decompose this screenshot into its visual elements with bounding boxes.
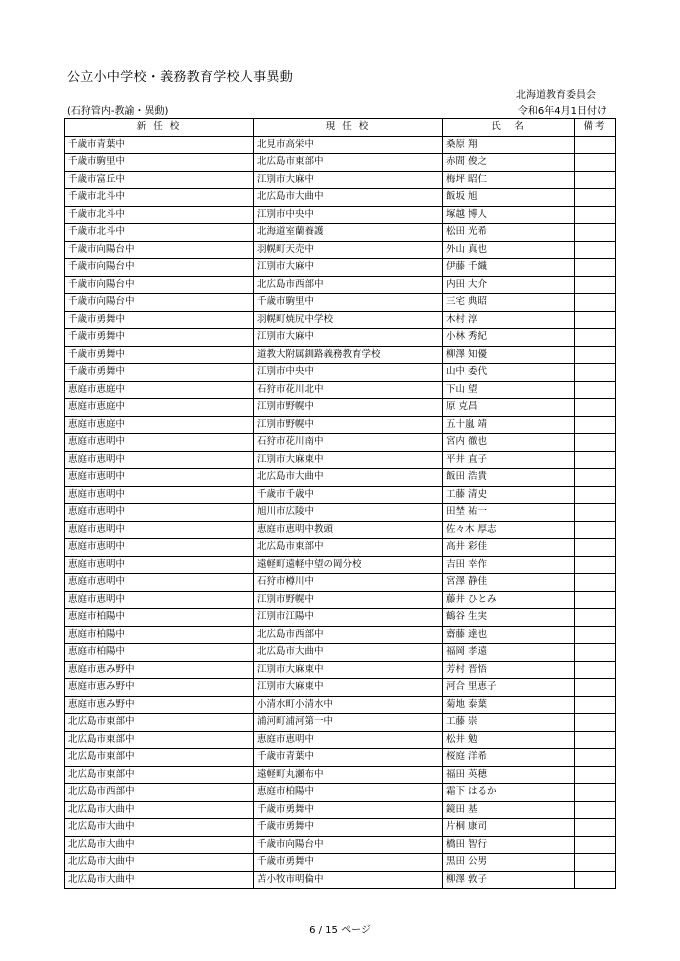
remarks-cell <box>575 539 616 557</box>
current-school-cell: 羽幌町天売中 <box>254 241 443 259</box>
remarks-cell <box>575 819 616 837</box>
table-row <box>65 749 616 767</box>
new-school-cell: 千歳市北斗中 <box>65 189 254 207</box>
current-school-cell: 江別市大麻中 <box>254 259 443 277</box>
table-row <box>65 521 616 539</box>
current-school-cell: 恵庭市恵明中教頭 <box>254 521 443 539</box>
remarks-cell <box>575 801 616 819</box>
name-cell: 佐々木 厚志 <box>443 521 575 539</box>
name-cell: 工藤 清史 <box>443 486 575 504</box>
new-school-cell: 北広島市東部中 <box>65 731 254 749</box>
name-cell: 三宅 典昭 <box>443 294 575 312</box>
page-number: 6 / 15 ページ <box>309 925 371 936</box>
remarks-cell <box>575 836 616 854</box>
table-row <box>65 154 616 172</box>
personnel-table <box>64 118 616 889</box>
name-cell: 飯田 浩貴 <box>443 469 575 487</box>
table-row <box>65 486 616 504</box>
remarks-cell <box>575 696 616 714</box>
name-cell: 宮内 徹也 <box>443 434 575 452</box>
remarks-cell <box>575 714 616 732</box>
current-school-cell: 北海道室蘭養護 <box>254 224 443 242</box>
new-school-cell: 千歳市北斗中 <box>65 224 254 242</box>
new-school-cell: 千歳市向陽台中 <box>65 276 254 294</box>
current-school-cell: 江別市大麻中 <box>254 329 443 347</box>
current-school-cell: 北広島市西部中 <box>254 626 443 644</box>
name-cell: 飯坂 旭 <box>443 189 575 207</box>
table-row <box>65 696 616 714</box>
remarks-cell <box>575 399 616 417</box>
remarks-cell <box>575 154 616 172</box>
remarks-cell <box>575 329 616 347</box>
new-school-cell: 千歳市向陽台中 <box>65 259 254 277</box>
table-row <box>65 469 616 487</box>
new-school-cell: 千歳市北斗中 <box>65 206 254 224</box>
current-school-cell: 北見市高栄中 <box>254 136 443 154</box>
table-row <box>65 311 616 329</box>
name-cell: 芳村 晋悟 <box>443 661 575 679</box>
header-current-school: 現 任 校 <box>254 119 443 137</box>
table-row <box>65 731 616 749</box>
new-school-cell: 北広島市東部中 <box>65 714 254 732</box>
current-school-cell: 恵庭市恵明中 <box>254 731 443 749</box>
issuer: 北海道教育委員会 <box>516 90 596 101</box>
new-school-cell: 北広島市大曲中 <box>65 801 254 819</box>
new-school-cell: 恵庭市恵明中 <box>65 486 254 504</box>
remarks-cell <box>575 434 616 452</box>
current-school-cell: 江別市江陽中 <box>254 609 443 627</box>
table-row <box>65 346 616 364</box>
remarks-cell <box>575 224 616 242</box>
table-row <box>65 871 616 889</box>
current-school-cell: 石狩市花川北中 <box>254 381 443 399</box>
remarks-cell <box>575 504 616 522</box>
new-school-cell: 恵庭市恵明中 <box>65 434 254 452</box>
current-school-cell: 浦河町浦河第一中 <box>254 714 443 732</box>
remarks-cell <box>575 241 616 259</box>
name-cell: 木村 淳 <box>443 311 575 329</box>
name-cell: 平井 直子 <box>443 451 575 469</box>
remarks-cell <box>575 766 616 784</box>
remarks-cell <box>575 854 616 872</box>
new-school-cell: 恵庭市恵明中 <box>65 556 254 574</box>
new-school-cell: 恵庭市恵明中 <box>65 591 254 609</box>
remarks-cell <box>575 381 616 399</box>
table-row <box>65 381 616 399</box>
name-cell: 山中 委代 <box>443 364 575 382</box>
header-name: 氏 名 <box>443 119 575 137</box>
name-cell: 松田 光希 <box>443 224 575 242</box>
new-school-cell: 恵庭市柏陽中 <box>65 644 254 662</box>
remarks-cell <box>575 661 616 679</box>
remarks-cell <box>575 486 616 504</box>
remarks-cell <box>575 784 616 802</box>
new-school-cell: 千歳市富丘中 <box>65 171 254 189</box>
name-cell: 高井 彩佳 <box>443 539 575 557</box>
remarks-cell <box>575 574 616 592</box>
name-cell: 田埜 祐一 <box>443 504 575 522</box>
table-row <box>65 224 616 242</box>
name-cell: 塚越 博人 <box>443 206 575 224</box>
remarks-cell <box>575 189 616 207</box>
current-school-cell: 千歳市駒里中 <box>254 294 443 312</box>
name-cell: 桑原 翔 <box>443 136 575 154</box>
table-row <box>65 679 616 697</box>
current-school-cell: 旭川市広陵中 <box>254 504 443 522</box>
current-school-cell: 千歳市向陽台中 <box>254 836 443 854</box>
remarks-cell <box>575 206 616 224</box>
new-school-cell: 恵庭市恵み野中 <box>65 696 254 714</box>
current-school-cell: 北広島市東部中 <box>254 154 443 172</box>
table-header-row <box>65 119 616 137</box>
new-school-cell: 恵庭市恵庭中 <box>65 416 254 434</box>
remarks-cell <box>575 521 616 539</box>
remarks-cell <box>575 469 616 487</box>
remarks-cell <box>575 294 616 312</box>
remarks-cell <box>575 644 616 662</box>
header-new-school: 新 任 校 <box>65 119 254 137</box>
new-school-cell: 千歳市勇舞中 <box>65 311 254 329</box>
new-school-cell: 北広島市大曲中 <box>65 854 254 872</box>
current-school-cell: 千歳市勇舞中 <box>254 801 443 819</box>
remarks-cell <box>575 871 616 889</box>
name-cell: 橋田 智行 <box>443 836 575 854</box>
new-school-cell: 恵庭市恵み野中 <box>65 661 254 679</box>
current-school-cell: 千歳市青葉中 <box>254 749 443 767</box>
table-row <box>65 504 616 522</box>
current-school-cell: 江別市大麻東中 <box>254 451 443 469</box>
current-school-cell: 千歳市勇舞中 <box>254 854 443 872</box>
remarks-cell <box>575 556 616 574</box>
remarks-cell <box>575 364 616 382</box>
remarks-cell <box>575 171 616 189</box>
name-cell: 梅坪 昭仁 <box>443 171 575 189</box>
table-row <box>65 416 616 434</box>
remarks-cell <box>575 136 616 154</box>
document-title: 公立小中学校・義務教育学校人事異動 <box>67 70 294 85</box>
new-school-cell: 恵庭市柏陽中 <box>65 609 254 627</box>
new-school-cell: 恵庭市恵明中 <box>65 469 254 487</box>
new-school-cell: 北広島市東部中 <box>65 766 254 784</box>
current-school-cell: 石狩市花川南中 <box>254 434 443 452</box>
remarks-cell <box>575 591 616 609</box>
name-cell: 黒田 公男 <box>443 854 575 872</box>
name-cell: 吉田 幸作 <box>443 556 575 574</box>
name-cell: 下山 望 <box>443 381 575 399</box>
current-school-cell: 道教大附属釧路義務教育学校 <box>254 346 443 364</box>
effective-date: 令和6年4月1日付け <box>517 106 607 117</box>
table-row <box>65 451 616 469</box>
table-row <box>65 644 616 662</box>
name-cell: 外山 真也 <box>443 241 575 259</box>
remarks-cell <box>575 346 616 364</box>
current-school-cell: 北広島市大曲中 <box>254 469 443 487</box>
remarks-cell <box>575 731 616 749</box>
current-school-cell: 恵庭市柏陽中 <box>254 784 443 802</box>
new-school-cell: 千歳市勇舞中 <box>65 364 254 382</box>
table-row <box>65 714 616 732</box>
new-school-cell: 千歳市青葉中 <box>65 136 254 154</box>
remarks-cell <box>575 626 616 644</box>
table-row <box>65 854 616 872</box>
remarks-cell <box>575 609 616 627</box>
name-cell: 柳澤 敦子 <box>443 871 575 889</box>
name-cell: 齋藤 達也 <box>443 626 575 644</box>
current-school-cell: 江別市中央中 <box>254 206 443 224</box>
table-row <box>65 276 616 294</box>
table-row <box>65 836 616 854</box>
current-school-cell: 羽幌町焼尻中学校 <box>254 311 443 329</box>
table-row <box>65 591 616 609</box>
name-cell: 原 克昌 <box>443 399 575 417</box>
table-row <box>65 574 616 592</box>
remarks-cell <box>575 311 616 329</box>
new-school-cell: 千歳市勇舞中 <box>65 329 254 347</box>
new-school-cell: 恵庭市恵明中 <box>65 574 254 592</box>
current-school-cell: 北広島市大曲中 <box>254 189 443 207</box>
name-cell: 桜庭 洋希 <box>443 749 575 767</box>
new-school-cell: 恵庭市恵明中 <box>65 521 254 539</box>
remarks-cell <box>575 679 616 697</box>
new-school-cell: 千歳市向陽台中 <box>65 241 254 259</box>
new-school-cell: 千歳市向陽台中 <box>65 294 254 312</box>
new-school-cell: 恵庭市恵庭中 <box>65 399 254 417</box>
current-school-cell: 石狩市樽川中 <box>254 574 443 592</box>
table-row <box>65 189 616 207</box>
current-school-cell: 江別市大麻中 <box>254 171 443 189</box>
current-school-cell: 北広島市西部中 <box>254 276 443 294</box>
remarks-cell <box>575 451 616 469</box>
table-row <box>65 784 616 802</box>
table-row <box>65 766 616 784</box>
new-school-cell: 北広島市西部中 <box>65 784 254 802</box>
table-row <box>65 329 616 347</box>
current-school-cell: 千歳市千歳中 <box>254 486 443 504</box>
name-cell: 五十嵐 靖 <box>443 416 575 434</box>
table-row <box>65 259 616 277</box>
table-row <box>65 556 616 574</box>
name-cell: 福田 英穂 <box>443 766 575 784</box>
new-school-cell: 恵庭市恵明中 <box>65 504 254 522</box>
table-row <box>65 294 616 312</box>
new-school-cell: 千歳市駒里中 <box>65 154 254 172</box>
name-cell: 宮澤 静佳 <box>443 574 575 592</box>
table-row <box>65 539 616 557</box>
table-row <box>65 136 616 154</box>
current-school-cell: 江別市大麻東中 <box>254 679 443 697</box>
name-cell: 赤間 俊之 <box>443 154 575 172</box>
current-school-cell: 北広島市東部中 <box>254 539 443 557</box>
table-row <box>65 241 616 259</box>
name-cell: 松井 勉 <box>443 731 575 749</box>
current-school-cell: 江別市大麻東中 <box>254 661 443 679</box>
current-school-cell: 江別市野幌中 <box>254 416 443 434</box>
name-cell: 小林 秀紀 <box>443 329 575 347</box>
new-school-cell: 恵庭市恵明中 <box>65 451 254 469</box>
name-cell: 藤井 ひとみ <box>443 591 575 609</box>
new-school-cell: 北広島市大曲中 <box>65 819 254 837</box>
new-school-cell: 恵庭市柏陽中 <box>65 626 254 644</box>
remarks-cell <box>575 749 616 767</box>
name-cell: 内田 大介 <box>443 276 575 294</box>
new-school-cell: 恵庭市恵み野中 <box>65 679 254 697</box>
table-row <box>65 399 616 417</box>
table-row <box>65 171 616 189</box>
new-school-cell: 北広島市大曲中 <box>65 836 254 854</box>
table-row <box>65 626 616 644</box>
scope-label: (石狩管内-教諭・異動) <box>67 106 169 117</box>
remarks-cell <box>575 276 616 294</box>
table-row <box>65 801 616 819</box>
new-school-cell: 千歳市勇舞中 <box>65 346 254 364</box>
name-cell: 鏡田 基 <box>443 801 575 819</box>
name-cell: 霜下 はるか <box>443 784 575 802</box>
current-school-cell: 江別市中央中 <box>254 364 443 382</box>
name-cell: 福岡 孝遠 <box>443 644 575 662</box>
name-cell: 菊地 泰葉 <box>443 696 575 714</box>
new-school-cell: 恵庭市恵庭中 <box>65 381 254 399</box>
current-school-cell: 小清水町小清水中 <box>254 696 443 714</box>
new-school-cell: 恵庭市恵明中 <box>65 539 254 557</box>
name-cell: 工藤 崇 <box>443 714 575 732</box>
name-cell: 片桐 康司 <box>443 819 575 837</box>
header-remarks: 備考 <box>575 119 616 137</box>
name-cell: 鶴谷 生実 <box>443 609 575 627</box>
new-school-cell: 北広島市東部中 <box>65 749 254 767</box>
table-row <box>65 819 616 837</box>
remarks-cell <box>575 416 616 434</box>
name-cell: 伊藤 千織 <box>443 259 575 277</box>
name-cell: 柳澤 知優 <box>443 346 575 364</box>
current-school-cell: 江別市野幌中 <box>254 399 443 417</box>
current-school-cell: 遠軽町遠軽中望の岡分校 <box>254 556 443 574</box>
table-row <box>65 609 616 627</box>
current-school-cell: 北広島市大曲中 <box>254 644 443 662</box>
current-school-cell: 千歳市勇舞中 <box>254 819 443 837</box>
remarks-cell <box>575 259 616 277</box>
new-school-cell: 北広島市大曲中 <box>65 871 254 889</box>
current-school-cell: 江別市野幌中 <box>254 591 443 609</box>
table-row <box>65 434 616 452</box>
current-school-cell: 遠軽町丸瀬布中 <box>254 766 443 784</box>
table-row <box>65 206 616 224</box>
table-row <box>65 364 616 382</box>
table-row <box>65 661 616 679</box>
current-school-cell: 苫小牧市明倫中 <box>254 871 443 889</box>
name-cell: 河合 里恵子 <box>443 679 575 697</box>
